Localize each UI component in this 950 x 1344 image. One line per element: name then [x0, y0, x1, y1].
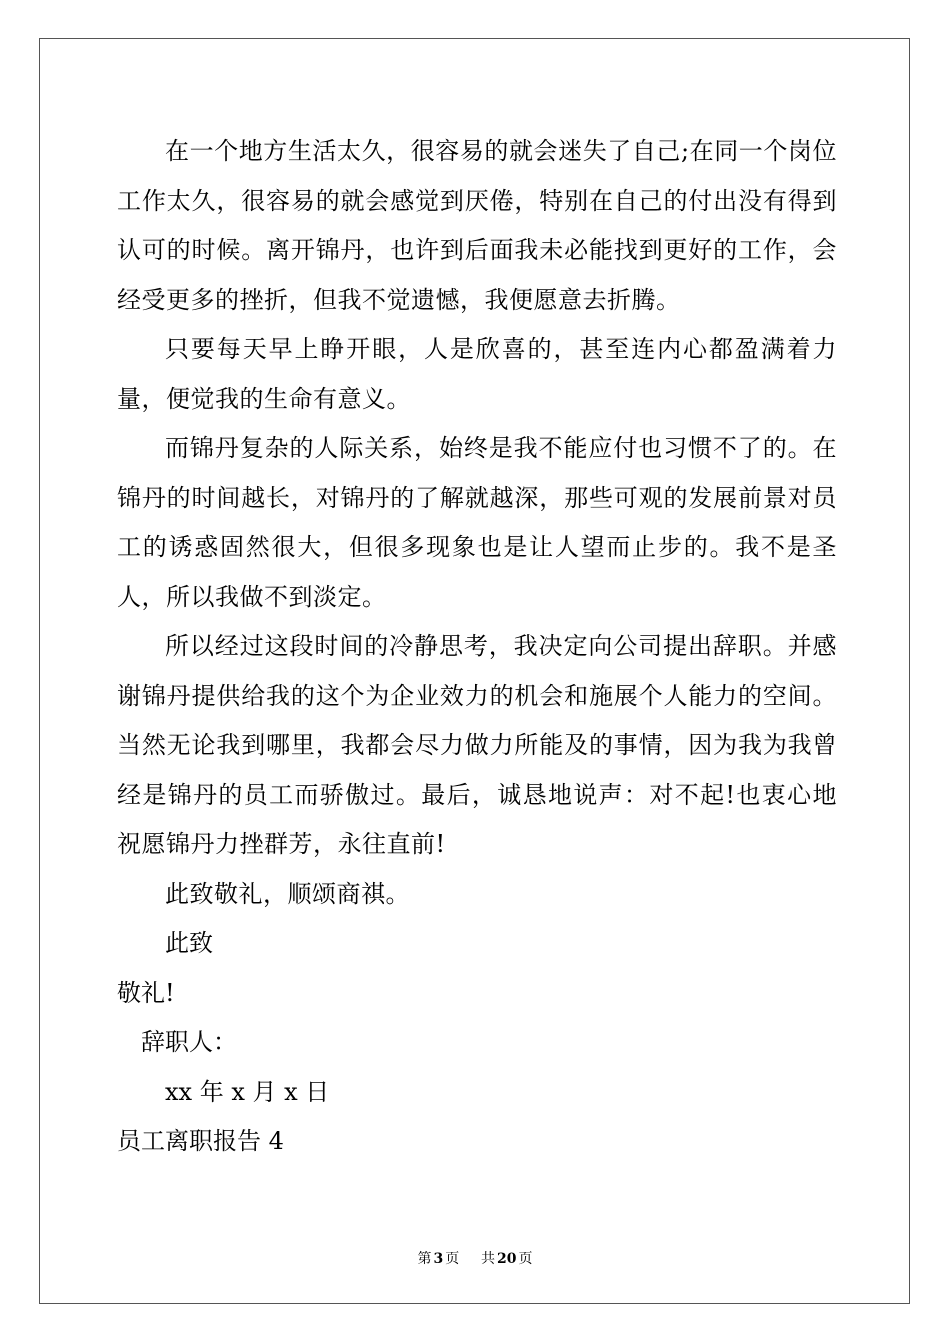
- page-number: 3: [433, 1251, 444, 1267]
- document-body: [117, 127, 837, 1167]
- closing-regards: 敬礼!: [117, 978, 175, 1007]
- paragraph-5: 此致敬礼，顺颂商祺。: [165, 879, 410, 908]
- paragraph-2: 只要每天早上睁开眼，人是欣喜的，甚至连内心都盈满着力量，便觉我的生命有意义。: [117, 335, 837, 413]
- page-footer: [0, 1248, 950, 1268]
- paragraph-1: 在一个地方生活太久，很容易的就会迷失了自己;在同一个岗位工作太久，很容易的就会感觉到厌倦，特别在自己的付出没有得到认可的时候。离开锦丹，也许到后面我未必能找到更好的工作，会经受更多的挫折，但我不觉遗憾，我便愿意去折腾。: [117, 137, 837, 314]
- paragraph-4: 所以经过这段时间的冷静思考，我决定向公司提出辞职。并感谢锦丹提供给我的这个为企业效力的机会和施展个人能力的空间。当然无论我到哪里，我都会尽力做力所能及的事情，因为我为我曾经是锦丹的员工而骄傲过。最后，诚恳地说声：对不起!也衷心地祝愿锦丹力挫群芳，永往直前!: [117, 632, 837, 858]
- paragraph-3: 而锦丹复杂的人际关系，始终是我不能应付也习惯不了的。在锦丹的时间越长，对锦丹的了解就越深，那些可观的发展前景对员工的诱惑固然很大，但很多现象也是让人望而止步的。我不是圣人，所以我做不到淡定。: [117, 434, 837, 611]
- page-suffix: 页: [445, 1251, 460, 1267]
- section-heading: 员工离职报告 4: [117, 1127, 284, 1155]
- signature-label: 辞职人：: [141, 1028, 237, 1056]
- total-suffix: 页: [518, 1251, 533, 1267]
- total-prefix: 共: [481, 1251, 496, 1267]
- closing-salutation: 此致: [165, 929, 213, 957]
- page-prefix: 第: [417, 1251, 432, 1267]
- date-line: xx 年 x 月 x 日: [165, 1077, 330, 1106]
- total-pages: 20: [497, 1251, 517, 1267]
